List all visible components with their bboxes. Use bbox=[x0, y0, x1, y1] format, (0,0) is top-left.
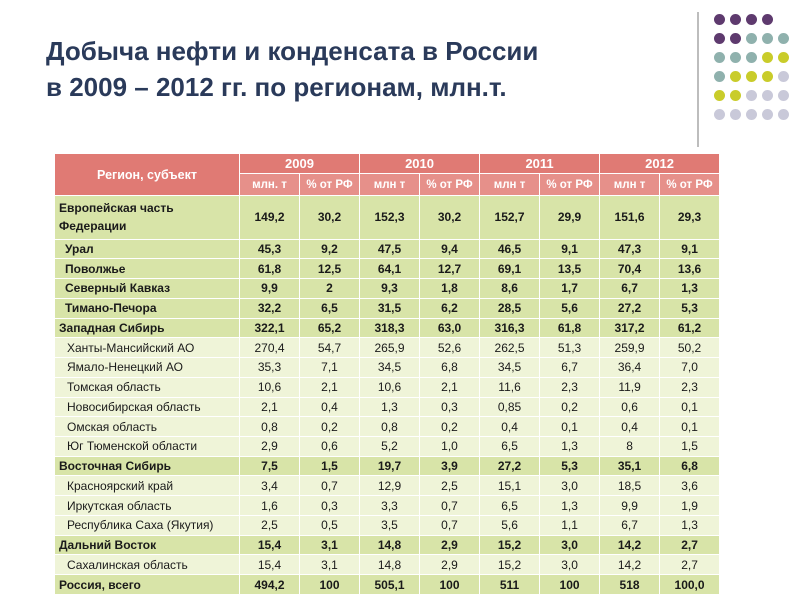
volume-cell: 35,3 bbox=[240, 358, 300, 378]
share-cell: 1,0 bbox=[420, 436, 480, 456]
volume-cell: 3,5 bbox=[360, 515, 420, 535]
volume-cell: 18,5 bbox=[600, 476, 660, 496]
volume-cell: 8 bbox=[600, 436, 660, 456]
volume-cell: 0,85 bbox=[480, 397, 540, 417]
share-cell: 7,0 bbox=[660, 358, 720, 378]
share-cell: 54,7 bbox=[300, 338, 360, 358]
volume-cell: 1,6 bbox=[240, 496, 300, 516]
share-cell: 6,5 bbox=[300, 298, 360, 318]
decor-dot bbox=[714, 71, 725, 82]
volume-cell: 6,5 bbox=[480, 496, 540, 516]
decor-dot bbox=[762, 90, 773, 101]
table-row bbox=[55, 377, 720, 397]
volume-cell: 15,4 bbox=[240, 555, 300, 575]
decor-dot bbox=[730, 90, 741, 101]
unit-header: млн т bbox=[600, 174, 660, 196]
share-cell: 51,3 bbox=[540, 338, 600, 358]
volume-cell: 0,8 bbox=[360, 417, 420, 437]
share-cell: 0,6 bbox=[300, 436, 360, 456]
share-cell: 5,6 bbox=[540, 298, 600, 318]
volume-cell: 152,7 bbox=[480, 196, 540, 240]
volume-cell: 511 bbox=[480, 575, 540, 595]
decor-dot bbox=[746, 90, 757, 101]
share-cell: 1,3 bbox=[540, 436, 600, 456]
share-cell: 29,3 bbox=[660, 196, 720, 240]
share-cell: 6,8 bbox=[660, 456, 720, 476]
decor-dot bbox=[778, 71, 789, 82]
region-name-cell: Россия, всего bbox=[55, 575, 240, 595]
region-name-cell: Республика Саха (Якутия) bbox=[55, 515, 240, 535]
volume-cell: 316,3 bbox=[480, 318, 540, 338]
volume-cell: 28,5 bbox=[480, 298, 540, 318]
share-cell: 61,2 bbox=[660, 318, 720, 338]
share-cell: 2,3 bbox=[540, 377, 600, 397]
share-cell: 0,7 bbox=[420, 496, 480, 516]
volume-cell: 7,5 bbox=[240, 456, 300, 476]
share-cell: 2,9 bbox=[420, 535, 480, 555]
volume-cell: 518 bbox=[600, 575, 660, 595]
share-cell: 2,1 bbox=[300, 377, 360, 397]
share-cell: 3,6 bbox=[660, 476, 720, 496]
decor-dot bbox=[714, 90, 725, 101]
unit-header: % от РФ bbox=[420, 174, 480, 196]
volume-cell: 265,9 bbox=[360, 338, 420, 358]
decor-dot bbox=[714, 14, 725, 25]
volume-cell: 3,4 bbox=[240, 476, 300, 496]
share-cell: 13,6 bbox=[660, 259, 720, 279]
volume-cell: 47,5 bbox=[360, 239, 420, 259]
share-cell: 61,8 bbox=[540, 318, 600, 338]
share-cell: 3,0 bbox=[540, 476, 600, 496]
decor-dots bbox=[714, 14, 794, 134]
volume-cell: 69,1 bbox=[480, 259, 540, 279]
volume-cell: 14,8 bbox=[360, 535, 420, 555]
share-cell: 2,7 bbox=[660, 555, 720, 575]
region-name-cell: Сахалинская область bbox=[55, 555, 240, 575]
volume-cell: 6,7 bbox=[600, 515, 660, 535]
table-row bbox=[55, 535, 720, 555]
region-name-cell: Юг Тюменской области bbox=[55, 436, 240, 456]
volume-cell: 9,3 bbox=[360, 279, 420, 299]
year-header: 2011 bbox=[480, 154, 600, 174]
decor-dot bbox=[730, 109, 741, 120]
volume-cell: 152,3 bbox=[360, 196, 420, 240]
volume-cell: 10,6 bbox=[240, 377, 300, 397]
decor-dot bbox=[730, 71, 741, 82]
share-cell: 0,1 bbox=[660, 397, 720, 417]
decor-dot bbox=[746, 71, 757, 82]
volume-cell: 36,4 bbox=[600, 358, 660, 378]
share-cell: 2,7 bbox=[660, 535, 720, 555]
volume-cell: 1,3 bbox=[360, 397, 420, 417]
table-row bbox=[55, 196, 720, 240]
region-name-cell: Восточная Сибирь bbox=[55, 456, 240, 476]
volume-cell: 15,4 bbox=[240, 535, 300, 555]
table-row bbox=[55, 555, 720, 575]
decor-dot bbox=[762, 33, 773, 44]
decor-dot bbox=[762, 14, 773, 25]
region-name-cell: Северный Кавказ bbox=[55, 279, 240, 299]
volume-cell: 11,6 bbox=[480, 377, 540, 397]
share-cell: 1,8 bbox=[420, 279, 480, 299]
volume-cell: 27,2 bbox=[480, 456, 540, 476]
decor-dot bbox=[714, 33, 725, 44]
volume-cell: 270,4 bbox=[240, 338, 300, 358]
volume-cell: 9,9 bbox=[240, 279, 300, 299]
share-cell: 50,2 bbox=[660, 338, 720, 358]
volume-cell: 322,1 bbox=[240, 318, 300, 338]
share-cell: 100 bbox=[300, 575, 360, 595]
share-cell: 0,7 bbox=[300, 476, 360, 496]
share-cell: 0,2 bbox=[420, 417, 480, 437]
table-row bbox=[55, 298, 720, 318]
share-cell: 1,5 bbox=[300, 456, 360, 476]
share-cell: 100,0 bbox=[660, 575, 720, 595]
volume-cell: 0,6 bbox=[600, 397, 660, 417]
share-cell: 0,1 bbox=[660, 417, 720, 437]
volume-cell: 34,5 bbox=[360, 358, 420, 378]
share-cell: 1,7 bbox=[540, 279, 600, 299]
decor-dot bbox=[778, 33, 789, 44]
share-cell: 1,5 bbox=[660, 436, 720, 456]
region-name-cell: Тимано-Печора bbox=[55, 298, 240, 318]
unit-header: млн т bbox=[480, 174, 540, 196]
table-row bbox=[55, 456, 720, 476]
decor-dot bbox=[762, 71, 773, 82]
table-body bbox=[55, 196, 720, 595]
region-name-cell: Омская область bbox=[55, 417, 240, 437]
table-row bbox=[55, 397, 720, 417]
share-cell: 6,7 bbox=[540, 358, 600, 378]
region-name-cell: Поволжье bbox=[55, 259, 240, 279]
share-cell: 9,2 bbox=[300, 239, 360, 259]
share-cell: 12,7 bbox=[420, 259, 480, 279]
region-header: Регион, субъект bbox=[55, 154, 240, 196]
volume-cell: 2,5 bbox=[240, 515, 300, 535]
decor-dot bbox=[730, 33, 741, 44]
share-cell: 2,5 bbox=[420, 476, 480, 496]
share-cell: 0,2 bbox=[300, 417, 360, 437]
volume-cell: 262,5 bbox=[480, 338, 540, 358]
volume-cell: 0,8 bbox=[240, 417, 300, 437]
decor-divider bbox=[697, 12, 699, 147]
year-header: 2009 bbox=[240, 154, 360, 174]
volume-cell: 318,3 bbox=[360, 318, 420, 338]
share-cell: 52,6 bbox=[420, 338, 480, 358]
region-name-cell: Иркутская область bbox=[55, 496, 240, 516]
volume-cell: 19,7 bbox=[360, 456, 420, 476]
volume-cell: 5,6 bbox=[480, 515, 540, 535]
table-row bbox=[55, 279, 720, 299]
share-cell: 5,3 bbox=[540, 456, 600, 476]
oil-production-table bbox=[54, 153, 719, 595]
share-cell: 7,1 bbox=[300, 358, 360, 378]
volume-cell: 34,5 bbox=[480, 358, 540, 378]
volume-cell: 505,1 bbox=[360, 575, 420, 595]
region-name-cell: Томская область bbox=[55, 377, 240, 397]
share-cell: 0,5 bbox=[300, 515, 360, 535]
volume-cell: 45,3 bbox=[240, 239, 300, 259]
share-cell: 12,5 bbox=[300, 259, 360, 279]
volume-cell: 15,2 bbox=[480, 535, 540, 555]
table-row bbox=[55, 496, 720, 516]
share-cell: 1,9 bbox=[660, 496, 720, 516]
share-cell: 0,7 bbox=[420, 515, 480, 535]
share-cell: 30,2 bbox=[420, 196, 480, 240]
volume-cell: 46,5 bbox=[480, 239, 540, 259]
volume-cell: 8,6 bbox=[480, 279, 540, 299]
decor-dot bbox=[714, 109, 725, 120]
share-cell: 2 bbox=[300, 279, 360, 299]
share-cell: 2,3 bbox=[660, 377, 720, 397]
volume-cell: 0,4 bbox=[600, 417, 660, 437]
decor-dot bbox=[730, 52, 741, 63]
table-row bbox=[55, 318, 720, 338]
table-row bbox=[55, 476, 720, 496]
year-header: 2012 bbox=[600, 154, 720, 174]
share-cell: 30,2 bbox=[300, 196, 360, 240]
table-row bbox=[55, 436, 720, 456]
table-row bbox=[55, 259, 720, 279]
region-name-cell: Красноярский край bbox=[55, 476, 240, 496]
decor-dot bbox=[730, 14, 741, 25]
unit-header: % от РФ bbox=[300, 174, 360, 196]
volume-cell: 32,2 bbox=[240, 298, 300, 318]
share-cell: 3,0 bbox=[540, 555, 600, 575]
share-cell: 3,1 bbox=[300, 555, 360, 575]
region-name-cell: Европейская часть Федерации bbox=[55, 196, 240, 240]
volume-cell: 64,1 bbox=[360, 259, 420, 279]
volume-cell: 3,3 bbox=[360, 496, 420, 516]
unit-header: млн т bbox=[360, 174, 420, 196]
share-cell: 6,8 bbox=[420, 358, 480, 378]
volume-cell: 149,2 bbox=[240, 196, 300, 240]
volume-cell: 14,2 bbox=[600, 535, 660, 555]
share-cell: 6,2 bbox=[420, 298, 480, 318]
share-cell: 3,9 bbox=[420, 456, 480, 476]
volume-cell: 61,8 bbox=[240, 259, 300, 279]
share-cell: 63,0 bbox=[420, 318, 480, 338]
share-cell: 9,1 bbox=[540, 239, 600, 259]
volume-cell: 6,7 bbox=[600, 279, 660, 299]
region-name-cell: Западная Сибирь bbox=[55, 318, 240, 338]
table-row bbox=[55, 417, 720, 437]
volume-cell: 70,4 bbox=[600, 259, 660, 279]
share-cell: 2,9 bbox=[420, 555, 480, 575]
volume-cell: 6,5 bbox=[480, 436, 540, 456]
volume-cell: 0,4 bbox=[480, 417, 540, 437]
decor-dot bbox=[746, 14, 757, 25]
volume-cell: 14,2 bbox=[600, 555, 660, 575]
share-cell: 100 bbox=[420, 575, 480, 595]
table-row bbox=[55, 338, 720, 358]
share-cell: 29,9 bbox=[540, 196, 600, 240]
share-cell: 0,1 bbox=[540, 417, 600, 437]
share-cell: 5,3 bbox=[660, 298, 720, 318]
title-line-2: в 2009 – 2012 гг. по регионам, млн.т. bbox=[46, 72, 507, 102]
volume-cell: 9,9 bbox=[600, 496, 660, 516]
volume-cell: 31,5 bbox=[360, 298, 420, 318]
volume-cell: 259,9 bbox=[600, 338, 660, 358]
volume-cell: 2,1 bbox=[240, 397, 300, 417]
region-name-cell: Урал bbox=[55, 239, 240, 259]
volume-cell: 27,2 bbox=[600, 298, 660, 318]
region-name-cell: Новосибирская область bbox=[55, 397, 240, 417]
decor-dot bbox=[746, 33, 757, 44]
decor-dot bbox=[746, 52, 757, 63]
slide-title bbox=[46, 33, 686, 105]
share-cell: 0,3 bbox=[420, 397, 480, 417]
share-cell: 1,3 bbox=[540, 496, 600, 516]
volume-cell: 317,2 bbox=[600, 318, 660, 338]
volume-cell: 10,6 bbox=[360, 377, 420, 397]
volume-cell: 15,2 bbox=[480, 555, 540, 575]
volume-cell: 2,9 bbox=[240, 436, 300, 456]
share-cell: 1,1 bbox=[540, 515, 600, 535]
volume-cell: 5,2 bbox=[360, 436, 420, 456]
decor-dot bbox=[714, 52, 725, 63]
year-header: 2010 bbox=[360, 154, 480, 174]
region-name-cell: Ханты-Мансийский АО bbox=[55, 338, 240, 358]
region-name-cell: Дальний Восток bbox=[55, 535, 240, 555]
unit-header: % от РФ bbox=[540, 174, 600, 196]
table-row bbox=[55, 239, 720, 259]
share-cell: 0,4 bbox=[300, 397, 360, 417]
title-line-1: Добыча нефти и конденсата в России bbox=[46, 36, 539, 66]
unit-header: млн. т bbox=[240, 174, 300, 196]
share-cell: 9,1 bbox=[660, 239, 720, 259]
share-cell: 0,3 bbox=[300, 496, 360, 516]
volume-cell: 12,9 bbox=[360, 476, 420, 496]
volume-cell: 15,1 bbox=[480, 476, 540, 496]
share-cell: 100 bbox=[540, 575, 600, 595]
share-cell: 3,0 bbox=[540, 535, 600, 555]
volume-cell: 151,6 bbox=[600, 196, 660, 240]
share-cell: 13,5 bbox=[540, 259, 600, 279]
share-cell: 0,2 bbox=[540, 397, 600, 417]
share-cell: 1,3 bbox=[660, 515, 720, 535]
share-cell: 9,4 bbox=[420, 239, 480, 259]
decor-dot bbox=[746, 109, 757, 120]
volume-cell: 35,1 bbox=[600, 456, 660, 476]
volume-cell: 494,2 bbox=[240, 575, 300, 595]
share-cell: 3,1 bbox=[300, 535, 360, 555]
volume-cell: 47,3 bbox=[600, 239, 660, 259]
table-row bbox=[55, 358, 720, 378]
volume-cell: 14,8 bbox=[360, 555, 420, 575]
unit-header: % от РФ bbox=[660, 174, 720, 196]
decor-dot bbox=[762, 52, 773, 63]
decor-dot bbox=[762, 109, 773, 120]
share-cell: 2,1 bbox=[420, 377, 480, 397]
volume-cell: 11,9 bbox=[600, 377, 660, 397]
decor-dot bbox=[778, 52, 789, 63]
decor-dot bbox=[778, 109, 789, 120]
decor-dot bbox=[778, 90, 789, 101]
table-row bbox=[55, 515, 720, 535]
share-cell: 1,3 bbox=[660, 279, 720, 299]
share-cell: 65,2 bbox=[300, 318, 360, 338]
region-name-cell: Ямало-Ненецкий АО bbox=[55, 358, 240, 378]
table-row bbox=[55, 575, 720, 595]
